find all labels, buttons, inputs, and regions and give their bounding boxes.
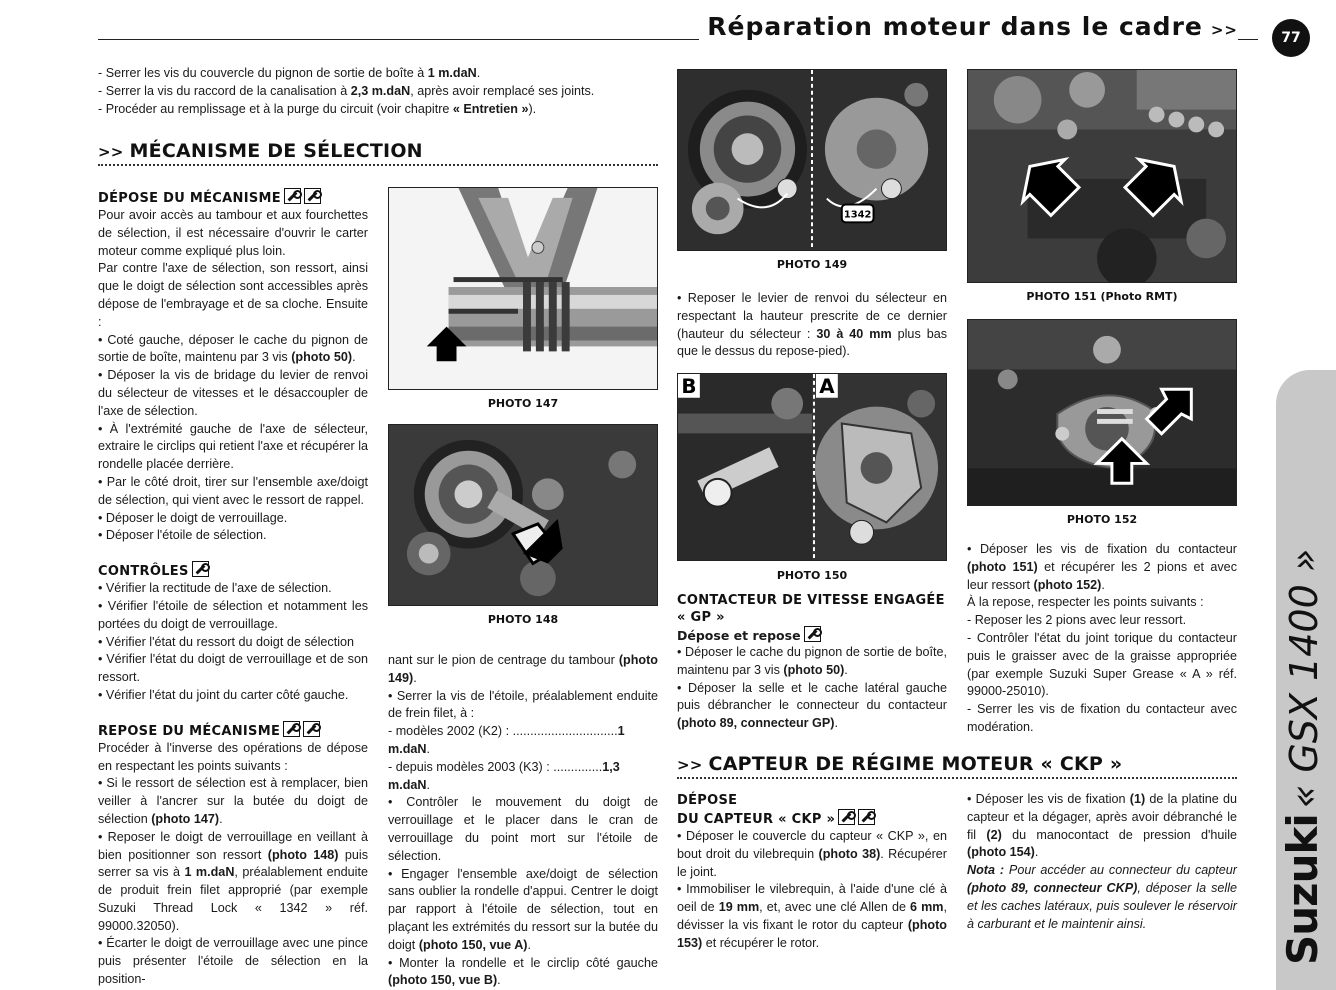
bullet: • Vérifier l'étoile de sélection et notamment les portées du doigt de verrouillage. [98, 598, 368, 631]
paragraph: À la repose, respecter les points suivants : [967, 595, 1204, 610]
section-divider [677, 777, 1237, 779]
torque-line: - modèles 2002 (K2) : ..............................1 m.daN. [388, 724, 625, 756]
bullet: • Déposer la selle et le cache latéral gauche puis débrancher le connecteur du contacteur (photo 89, connecteur GP). [677, 680, 947, 731]
paragraph: - Reposer les 2 pions avec leur ressort. [967, 613, 1187, 628]
wrench-icon [804, 626, 821, 642]
bullet: • Déposer la vis de bridage du levier de renvoi du sélecteur de vitesses et le désaccoupler de l'axe de sélection. [98, 368, 368, 418]
bullet: • Reposer le doigt de verrouillage en veillant à bien positionner son ressort (photo 148) puis serrer sa vis à 1 m.daN, préalablement enduite de produit frein filet approprié (par exemple Suzuki Thread Lock « 1342 » réf. 99000.32050). [98, 829, 368, 933]
subheading-depose-capteur: DÉPOSE [677, 793, 738, 808]
side-tab-label [1278, 549, 1327, 965]
intro-line: - Serrer la vis du raccord de la canalisation à 2,3 m.daN, après avoir remplacé ses joints. [98, 83, 595, 98]
subheading-controles: CONTRÔLES [98, 561, 368, 580]
section-heading-selection: >> MÉCANISME DE SÉLECTION [98, 140, 423, 162]
bullet: • À l'extrémité gauche de l'axe de sélecteur, extraire le circlips qui retient l'axe et récupérer la rondelle placée derrière. [98, 421, 368, 472]
column-1 [98, 188, 368, 989]
paragraph: - Serrer les vis de fixation du contacteur avec modération. [967, 702, 1237, 734]
column-2 [388, 652, 658, 990]
photo-150-label-a: A [819, 374, 835, 398]
bullet: • Déposer le doigt de verrouillage. [98, 510, 288, 525]
photo-caption: PHOTO 151 (Photo RMT) [1026, 290, 1178, 303]
intro-line: - Serrer les vis du couvercle du pignon de sortie de boîte à 1 m.daN. [98, 66, 481, 80]
column-3-top [677, 290, 947, 361]
photo-caption: PHOTO 152 [1066, 513, 1138, 526]
bullet: • Par le côté droit, tirer sur l'ensemble axe/doigt de sélection, qui vient avec le ressort de rappel. [98, 474, 368, 507]
wrench-icon [192, 561, 209, 577]
section-heading-ckp: >> CAPTEUR DE RÉGIME MOTEUR « CKP » [677, 753, 1123, 775]
photo-150 [677, 373, 947, 561]
bullet: • Déposer les vis de fixation du contacteur (photo 151) et récupérer les 2 pions et avec leur ressort (photo 152). [967, 542, 1237, 592]
photo-148 [388, 424, 658, 606]
photo-caption: PHOTO 149 [776, 258, 848, 271]
bullet: • Vérifier l'état du doigt de verrouillage et de son ressort. [98, 652, 368, 685]
bullet: • Déposer le cache du pignon de sortie de boîte, maintenu par 3 vis (photo 50). [677, 645, 947, 677]
side-tab-brand: Suzuki [1278, 814, 1327, 965]
wrench-icon [283, 721, 300, 737]
column-3-ckp [677, 792, 947, 953]
photo-151 [967, 69, 1237, 283]
bullet: • Contrôler le mouvement du doigt de verrouillage et le placer dans le cran de verrouillage du point mort sur l'étoile de sélection. [388, 795, 658, 863]
bullet: • Déposer le couvercle du capteur « CKP », en bout droit du vilebrequin (photo 38). Récupérer le joint. [677, 829, 947, 879]
bullet: • Déposer les vis de fixation (1) de la platine du capteur et la dégager, après avoir débranché le fil (2) du manocontact de pression d'huile (photo 154). [967, 792, 1237, 860]
intro-block [98, 65, 658, 118]
paragraph: nant sur le pion de centrage du tambour (photo 149). [388, 653, 658, 685]
wrench-icon [838, 809, 855, 825]
section-divider [98, 164, 658, 166]
bullet: • Écarter le doigt de verrouillage avec une pince puis présenter l'étoile de sélection en la position- [98, 936, 368, 987]
intro-line: - Procéder au remplissage et à la purge du circuit (voir chapitre « Entretien »). [98, 101, 537, 116]
photo-149 [677, 69, 947, 251]
paragraph: - Contrôler l'état du joint torique du contacteur puis le graisser avec de la graisse appropriée (par exemple Suzuki Super Grease « A » réf. 99000-25010). [967, 630, 1237, 699]
photo-149-tag: 1342 [843, 209, 872, 221]
bullet: • Déposer l'étoile de sélection. [98, 528, 267, 543]
subheading-depose: DÉPOSE DU MÉCANISME [98, 188, 368, 207]
bullet: • Serrer la vis de l'étoile, préalablement enduite de frein filet, à : [388, 688, 658, 721]
column-3-contacteur [677, 592, 947, 733]
wrench-icon [304, 188, 321, 204]
bullet: • Vérifier l'état du ressort du doigt de sélection [98, 634, 355, 649]
bullet: • Si le ressort de sélection est à remplacer, bien veiller à l'ancrer sur la butée du doigt de sélection (photo 147). [98, 776, 368, 826]
photo-147 [388, 187, 658, 390]
column-4-ckp [967, 791, 1237, 933]
column-4-top [967, 541, 1237, 737]
bullet: • Immobiliser le vilebrequin, à l'aide d'une clé à oeil de 19 mm, et, avec une clé Allen de 6 mm, dévisser la vis fixant le rotor du capteur (photo 153) et récupérer le rotor. [677, 882, 947, 950]
wrench-icon [858, 809, 875, 825]
bullet: • Vérifier la rectitude de l'axe de sélection. [98, 581, 332, 596]
torque-line: - depuis modèles 2003 (K3) : ..............1,3 m.daN. [388, 759, 620, 792]
paragraph: Procéder à l'inverse des opérations de dépose en respectant les points suivants : [98, 740, 368, 773]
bullet: • Reposer le levier de renvoi du sélecteur en respectant la hauteur prescrite de ce dernier (hauteur du sélecteur : 30 à 40 mm plus bas que le dessus du repose-pied). [677, 291, 948, 359]
title-chevrons: >> [1210, 21, 1238, 39]
photo-152 [967, 319, 1237, 506]
bullet: • Monter la rondelle et le circlip côté gauche (photo 150, vue B). [388, 955, 658, 988]
photo-caption: PHOTO 147 [487, 397, 559, 410]
bullet: • Vérifier l'état du joint du carter côté gauche. [98, 687, 349, 702]
subheading-repose: REPOSE DU MÉCANISME [98, 721, 368, 740]
page-title: Réparation moteur dans le cadre >> [699, 12, 1238, 41]
page-number: 77 [1272, 19, 1310, 57]
wrench-icon [284, 188, 301, 204]
bullet: • Coté gauche, déposer le cache du pignon de sortie de boîte, maintenu par 3 vis (photo 50). [98, 332, 368, 365]
side-tab-model: « GSX 1400 » [1282, 548, 1326, 809]
paragraph: Par contre l'axe de sélection, son ressort, ainsi que le doigt de sélection sont accessibles après dépose de l'embrayage et de sa cloche. Ensuite : [98, 261, 368, 329]
subheading-contacteur: CONTACTEUR DE VITESSE ENGAGÉE « GP » [677, 593, 945, 625]
photo-caption: PHOTO 150 [776, 569, 848, 582]
bullet: • Engager l'ensemble axe/doigt de sélection sans oublier la rondelle d'appui. Centrer le doigt par rapport à l'étoile de sélection, tout en plaçant les extrémités du ressort sur la butée du doigt (photo 150, vue A). [388, 866, 658, 952]
photo-150-label-b: B [681, 374, 697, 398]
note: Nota : Pour accéder au connecteur du capteur (photo 89, connecteur CKP), déposer la selle et les caches latéraux, puis soulever le réservoir à carburant et le maintenir ainsi. [967, 863, 1237, 931]
photo-caption: PHOTO 148 [487, 613, 559, 626]
subheading-depose-capteur: DU CAPTEUR « CKP » [677, 809, 947, 828]
subheading-depose-repose: Dépose et repose [677, 626, 947, 644]
wrench-icon [303, 721, 320, 737]
paragraph: Pour avoir accès au tambour et aux fourchettes de sélection, il est nécessaire d'ouvrir le carter moteur comme expliqué plus loin. [98, 208, 368, 258]
